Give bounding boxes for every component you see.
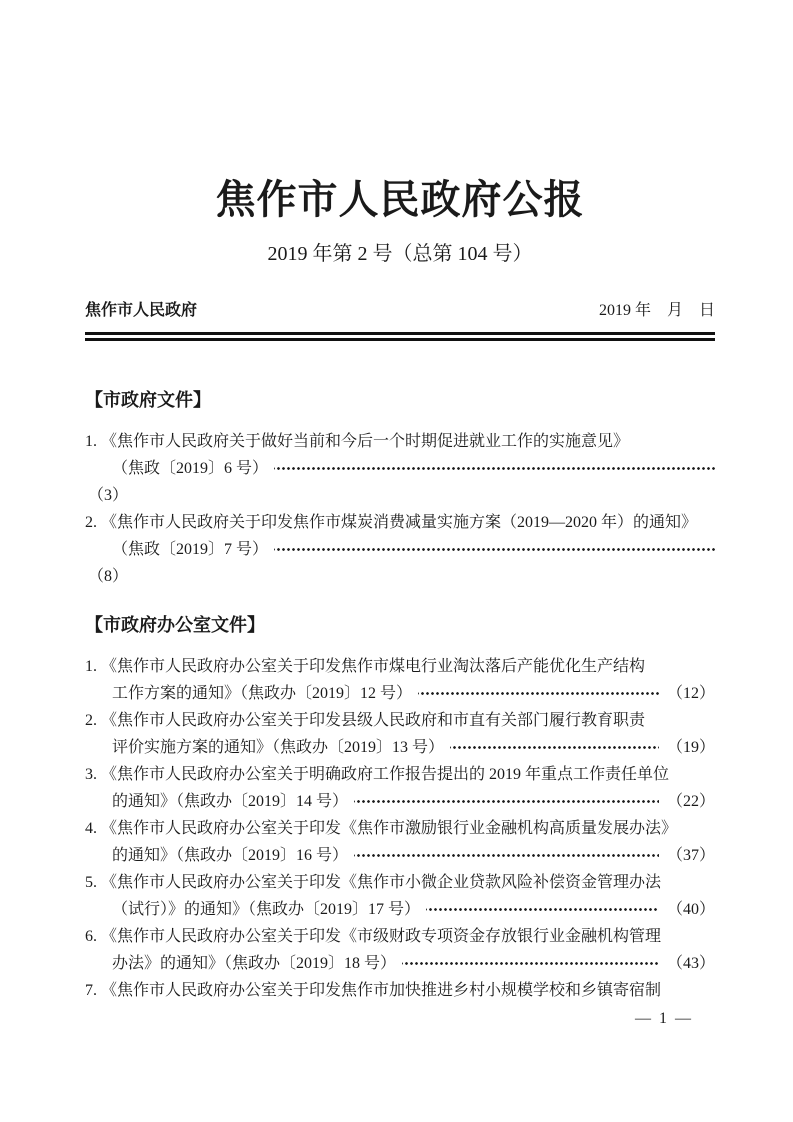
issue-date: 2019 年 月 日 [598, 302, 715, 319]
section-heading: 【市政府文件】 [85, 390, 211, 410]
toc-item-title-line: 3. 《焦作市人民政府办公室关于明确政府工作报告提出的 2019 年重点工作责任单位 [85, 766, 670, 783]
toc-item-continuation-line: 办法》的通知》（焦政办〔2019〕18 号） [112, 955, 397, 972]
toc-item-continuation-line: 的通知》（焦政办〔2019〕16 号） [112, 847, 349, 864]
toc-item-continuation-line: （试行）》的通知》（焦政办〔2019〕17 号） [112, 901, 421, 918]
header-double-rule [85, 332, 715, 341]
toc-item-title-line: 4. 《焦作市人民政府办公室关于印发《焦作市激励银行业金融机构高质量发展办法》 [85, 820, 678, 837]
publisher-name: 焦作市人民政府 [85, 302, 198, 319]
toc-item-title-line: 5. 《焦作市人民政府办公室关于印发《焦作市小微企业贷款风险补偿资金管理办法 [85, 874, 662, 891]
page-ref: （3） [88, 487, 129, 504]
toc-item-continuation-line: （焦政〔2019〕6 号） [112, 460, 269, 477]
section-item-list [85, 428, 715, 590]
page-ref: （37） [666, 847, 715, 864]
toc-section [85, 612, 715, 1004]
toc-item-title-line: 1. 《焦作市人民政府办公室关于印发焦作市煤电行业淘汰落后产能优化生产结构 [85, 658, 646, 675]
section-heading: 【市政府办公室文件】 [85, 615, 265, 635]
toc-item [85, 761, 715, 815]
toc-item-continuation-line: （焦政〔2019〕7 号） [112, 541, 269, 558]
page-ref: （22） [666, 793, 715, 810]
toc-item-title-line: 7. 《焦作市人民政府办公室关于印发焦作市加快推进乡村小规模学校和乡镇寄宿制 [85, 982, 662, 999]
issue-line: 2019 年第 2 号（总第 104 号） [267, 243, 533, 265]
dot-leader [354, 842, 659, 869]
toc-item [85, 653, 715, 707]
toc-item [85, 428, 715, 509]
toc-item [85, 707, 715, 761]
page-ref: （12） [666, 685, 715, 702]
footer-page-number: — 1 — [635, 1010, 693, 1027]
toc-item-title-line: 6. 《焦作市人民政府办公室关于印发《市级财政专项资金存放银行业金融机构管理 [85, 928, 662, 945]
dot-leader [354, 788, 659, 815]
toc-item [85, 869, 715, 923]
table-of-contents [85, 387, 715, 1004]
toc-item-title-line: 2. 《焦作市人民政府关于印发焦作市煤炭消费减量实施方案（2019—2020 年）的通知》 [85, 514, 698, 531]
toc-item-continuation-line: 工作方案的通知》（焦政办〔2019〕12 号） [112, 685, 413, 702]
toc-item-title-line: 1. 《焦作市人民政府关于做好当前和今后一个时期促进就业工作的实施意见》 [85, 433, 630, 450]
page-title: 焦作市人民政府公报 [215, 178, 585, 222]
toc-item [85, 815, 715, 869]
dot-leader [402, 950, 659, 977]
toc-section [85, 387, 715, 590]
page-ref: （8） [88, 568, 129, 585]
toc-item [85, 509, 715, 590]
section-item-list [85, 653, 715, 1004]
toc-item-title-line: 2. 《焦作市人民政府办公室关于印发县级人民政府和市直有关部门履行教育职责 [85, 712, 646, 729]
dot-leader [274, 536, 715, 563]
page-ref: （43） [666, 955, 715, 972]
toc-item [85, 977, 715, 1004]
toc-item-continuation-line: 评价实施方案的通知》（焦政办〔2019〕13 号） [112, 739, 445, 756]
dot-leader [426, 896, 659, 923]
dot-leader [274, 455, 715, 482]
toc-item [85, 923, 715, 977]
toc-item-continuation-line: 的通知》（焦政办〔2019〕14 号） [112, 793, 349, 810]
dot-leader [418, 680, 659, 707]
page-ref: （40） [666, 901, 715, 918]
publisher-row [85, 300, 715, 322]
dot-leader [450, 734, 659, 761]
page-ref: （19） [666, 739, 715, 756]
